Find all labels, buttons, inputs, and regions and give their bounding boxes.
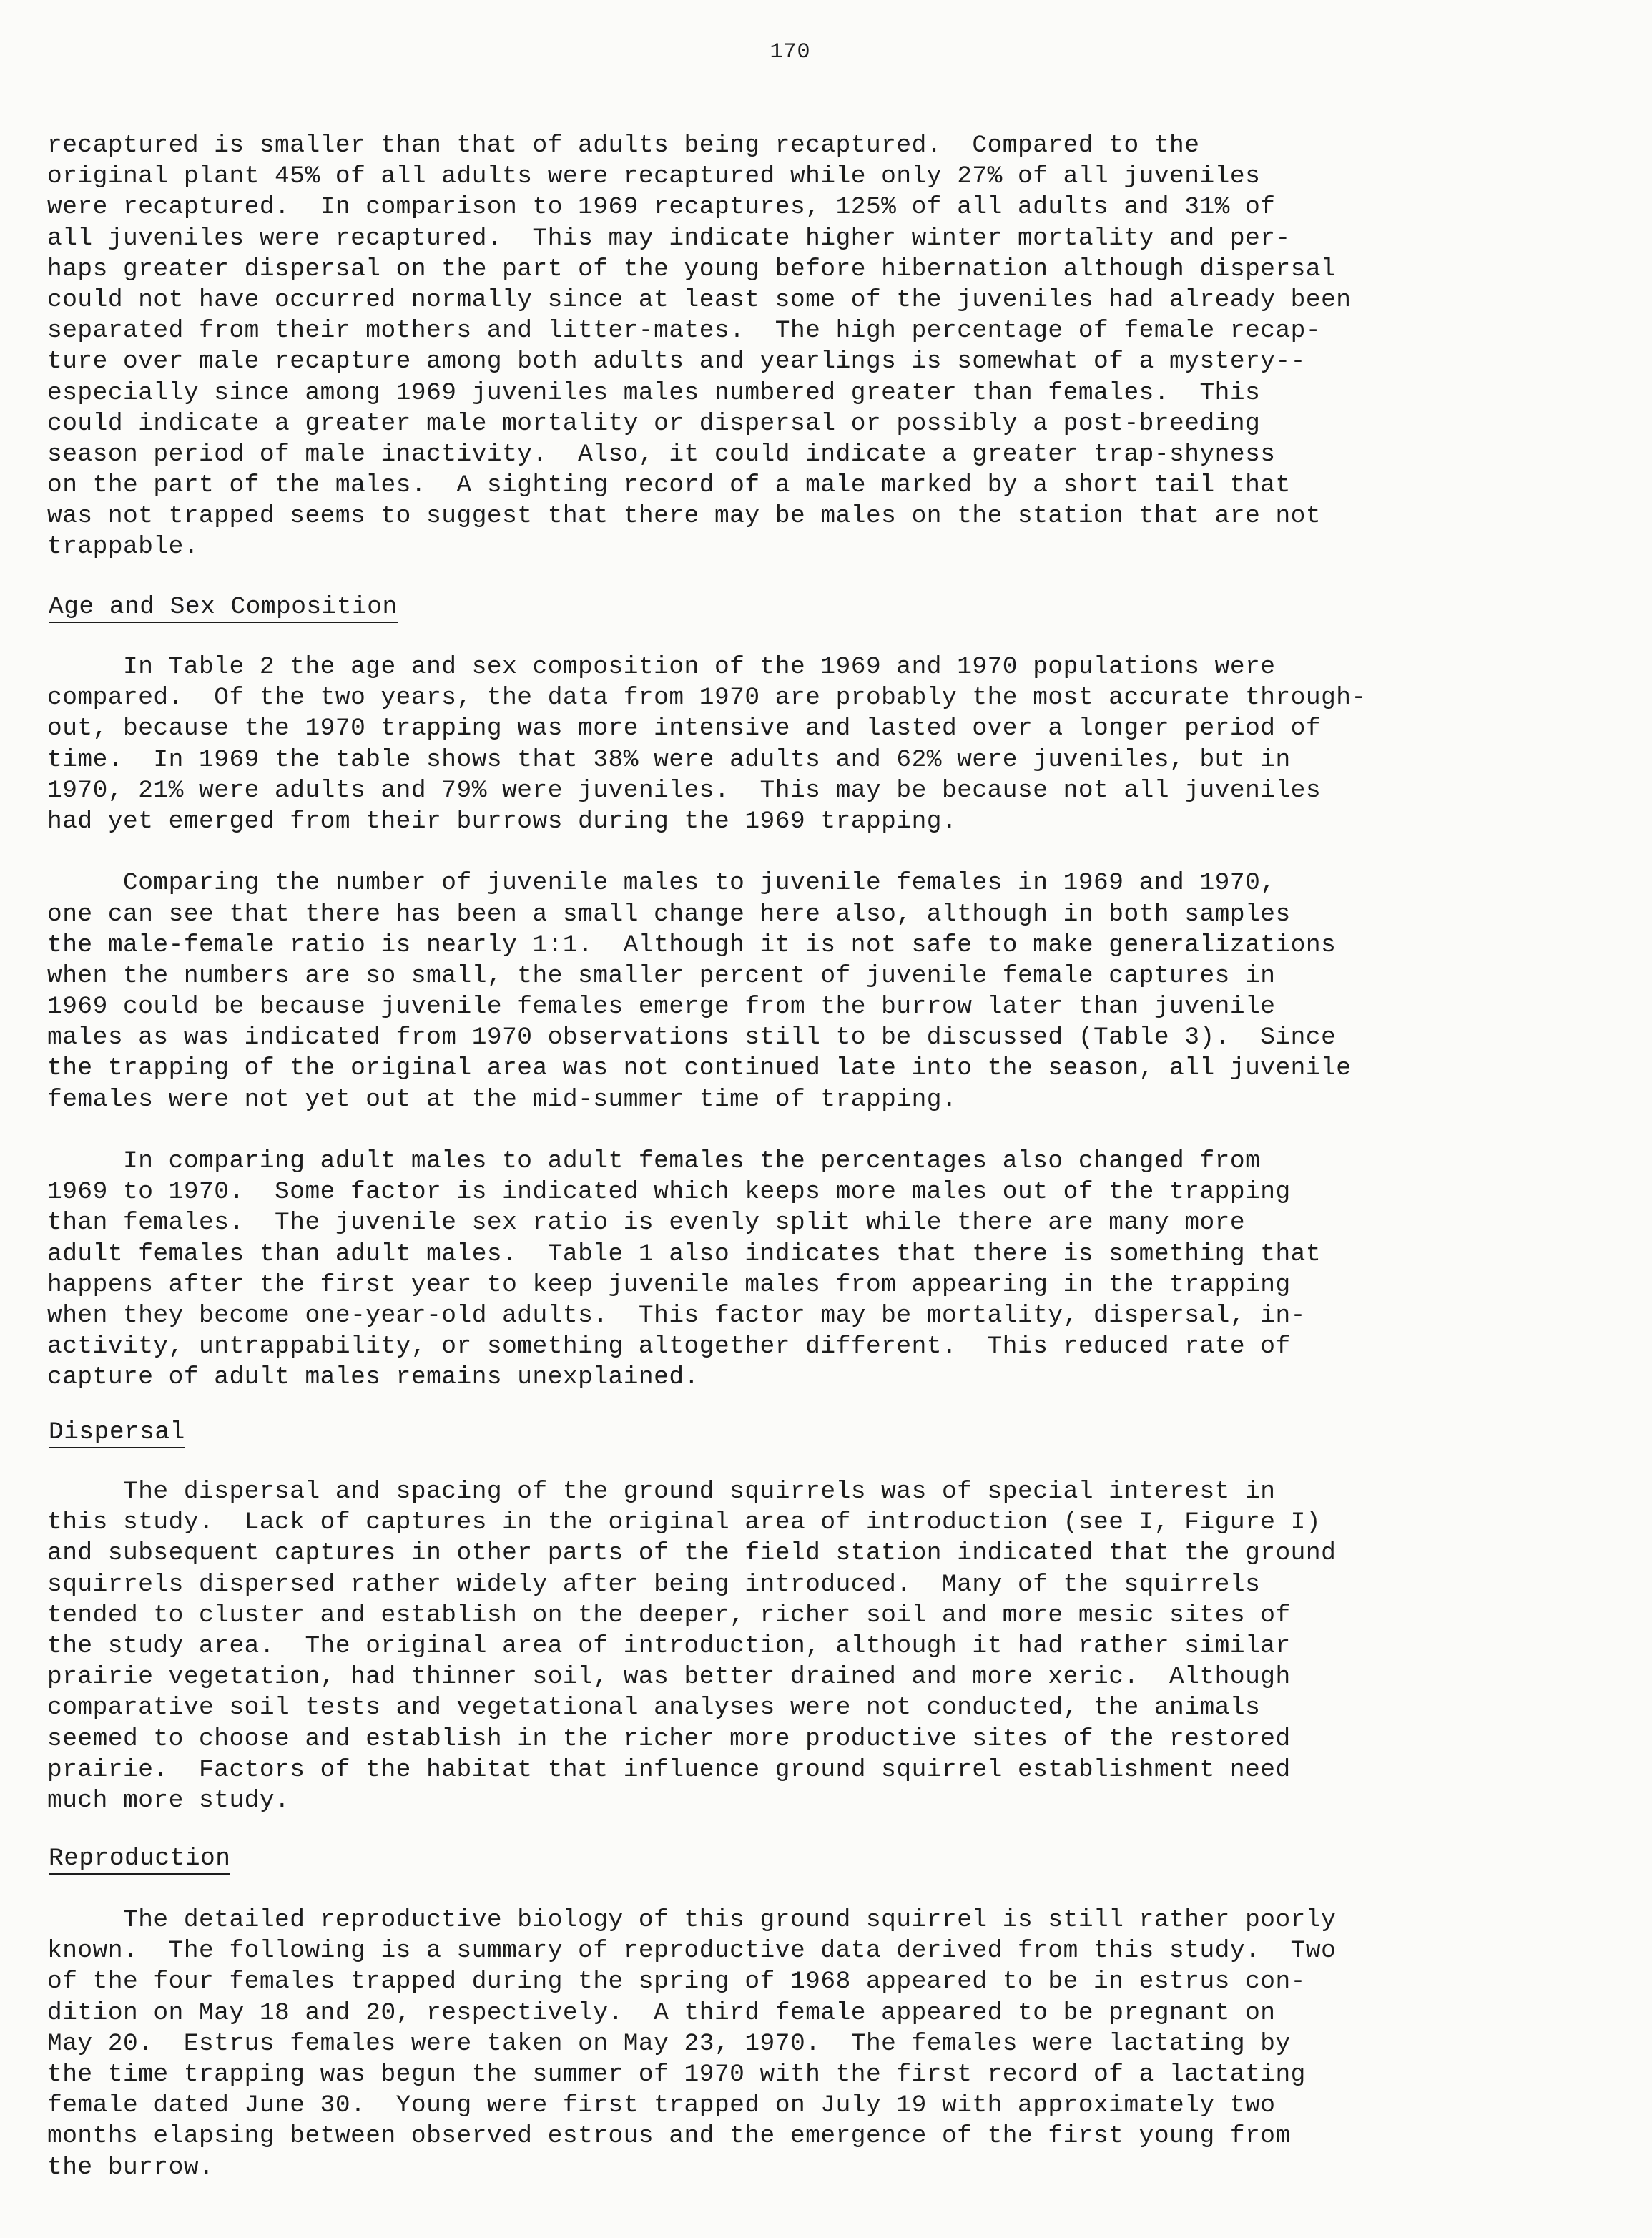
text-line: on the part of the males. A sighting record of a male marked by a short tail that <box>47 471 1291 500</box>
section-intro-text <box>47 130 1352 563</box>
text-line: The dispersal and spacing of the ground squirrels was of special interest in <box>47 1478 1276 1506</box>
heading-age-and-sex-composition: Age and Sex Composition <box>49 592 398 622</box>
text-line: were recaptured. In comparison to 1969 recaptures, 125% of all adults and 31% of <box>47 193 1276 222</box>
section-age-and-sex-composition-text <box>47 652 1367 1393</box>
text-line: May 20. Estrus females were taken on May 23, 1970. The females were lactating by <box>47 2029 1291 2058</box>
text-line: when the numbers are so small, the smaller percent of juvenile female captures in <box>47 961 1276 990</box>
text-line: was not trapped seems to suggest that there may be males on the station that are not <box>47 502 1322 531</box>
text-line: than females. The juvenile sex ratio is evenly split while there are many more <box>47 1209 1246 1237</box>
text-line: In comparing adult males to adult females the percentages also changed from <box>47 1147 1261 1175</box>
text-line: the burrow. <box>47 2153 215 2181</box>
text-line: In Table 2 the age and sex composition of the 1969 and 1970 populations were <box>47 653 1276 681</box>
text-line: males as was indicated from 1970 observations still to be discussed (Table 3). Since <box>47 1024 1337 1052</box>
text-line: of the four females trapped during the spring of 1968 appeared to be in estrus con- <box>47 1968 1306 1996</box>
text-line: 1970, 21% were adults and 79% were juveniles. This may be because not all juveniles <box>47 776 1322 805</box>
text-line: trappable. <box>47 533 200 561</box>
text-line: happens after the first year to keep juvenile males from appearing in the trapping <box>47 1270 1291 1299</box>
text-line: dition on May 18 and 20, respectively. A third female appeared to be pregnant on <box>47 1998 1276 2027</box>
text-line: and subsequent captures in other parts of the field station indicated that the ground <box>47 1539 1337 1568</box>
text-line: the trapping of the original area was not continued late into the season, all juvenile <box>47 1054 1352 1083</box>
text-line: adult females than adult males. Table 1 also indicates that there is something that <box>47 1240 1322 1268</box>
text-line: Comparing the number of juvenile males to juvenile females in 1969 and 1970, <box>47 869 1276 898</box>
text-line: recaptured is smaller than that of adults being recaptured. Compared to the <box>47 132 1200 159</box>
section-reproduction-text <box>47 1905 1336 2183</box>
text-line: comparative soil tests and vegetational analyses were not conducted, the animals <box>47 1694 1261 1722</box>
text-line: squirrels dispersed rather widely after being introduced. Many of the squirrels <box>47 1570 1261 1599</box>
text-line: the time trapping was begun the summer of 1970 with the first record of a lactating <box>47 2060 1306 2089</box>
text-line: had yet emerged from their burrows during the 1969 trapping. <box>47 807 958 835</box>
text-line: prairie. Factors of the habitat that influence ground squirrel establishment need <box>47 1755 1291 1784</box>
text-line: females were not yet out at the mid-summer time of trapping. <box>47 1085 958 1114</box>
text-line: much more study. <box>47 1786 290 1815</box>
text-line: compared. Of the two years, the data from 1970 are probably the most accurate through- <box>47 684 1367 712</box>
text-line: one can see that there has been a small change here also, although in both samples <box>47 900 1291 928</box>
text-line: months elapsing between observed estrous and the emergence of the first young from <box>47 2122 1291 2151</box>
text-line: 1969 to 1970. Some factor is indicated which keeps more males out of the trapping <box>47 1178 1291 1207</box>
text-line: capture of adult males remains unexplained. <box>47 1363 699 1392</box>
text-line: the study area. The original area of introduction, although it had rather similar <box>47 1631 1291 1660</box>
text-line: The detailed reproductive biology of this ground squirrel is still rather poorly <box>47 1906 1337 1934</box>
text-line: could indicate a greater male mortality or dispersal or possibly a post-breeding <box>47 409 1261 438</box>
text-line: could not have occurred normally since at least some of the juveniles had already been <box>47 285 1352 314</box>
text-line: when they become one-year-old adults. This factor may be mortality, dispersal, in- <box>47 1301 1306 1330</box>
text-line: activity, untrappability, or something altogether different. This reduced rate of <box>47 1333 1291 1361</box>
text-line: female dated June 30. Young were first trapped on July 19 with approximately two <box>47 2091 1276 2120</box>
section-dispersal-text <box>47 1476 1336 1816</box>
text-line: out, because the 1970 trapping was more intensive and lasted over a longer period of <box>47 715 1322 743</box>
text-line: separated from their mothers and litter-mates. The high percentage of female recap- <box>47 317 1322 345</box>
heading-dispersal: Dispersal <box>49 1417 185 1448</box>
heading-reproduction: Reproduction <box>49 1843 230 1874</box>
text-line: prairie vegetation, had thinner soil, was better drained and more xeric. Although <box>47 1663 1291 1692</box>
text-line: 1969 could be because juvenile females emerge from the burrow later than juvenile <box>47 993 1276 1021</box>
text-line: original plant 45% of all adults were recaptured while only 27% of all juveniles <box>47 162 1261 191</box>
text-line: all juveniles were recaptured. This may indicate higher winter mortality and per- <box>47 224 1291 252</box>
text-line: haps greater dispersal on the part of the young before hibernation although dispersal <box>47 255 1337 283</box>
text-line: seemed to choose and establish in the richer more productive sites of the restored <box>47 1724 1291 1753</box>
text-line <box>47 837 1367 868</box>
text-line: this study. Lack of captures in the original area of introduction (see I, Figure I) <box>47 1508 1322 1537</box>
text-line: the male-female ratio is nearly 1:1. Although it is not safe to make generalizations <box>47 931 1337 959</box>
text-line: tended to cluster and establish on the deeper, richer soil and more mesic sites of <box>47 1601 1291 1629</box>
text-line: season period of male inactivity. Also, it could indicate a greater trap-shyness <box>47 440 1276 468</box>
text-line: especially since among 1969 juveniles males numbered greater than females. This <box>47 378 1261 407</box>
text-line <box>47 1115 1367 1146</box>
page-number: 170 <box>770 40 811 64</box>
text-line: known. The following is a summary of reproductive data derived from this study. Two <box>47 1937 1337 1965</box>
text-line: time. In 1969 the table shows that 38% were adults and 62% were juveniles, but in <box>47 745 1291 774</box>
text-line: ture over male recapture among both adults and yearlings is somewhat of a mystery-- <box>47 348 1306 376</box>
